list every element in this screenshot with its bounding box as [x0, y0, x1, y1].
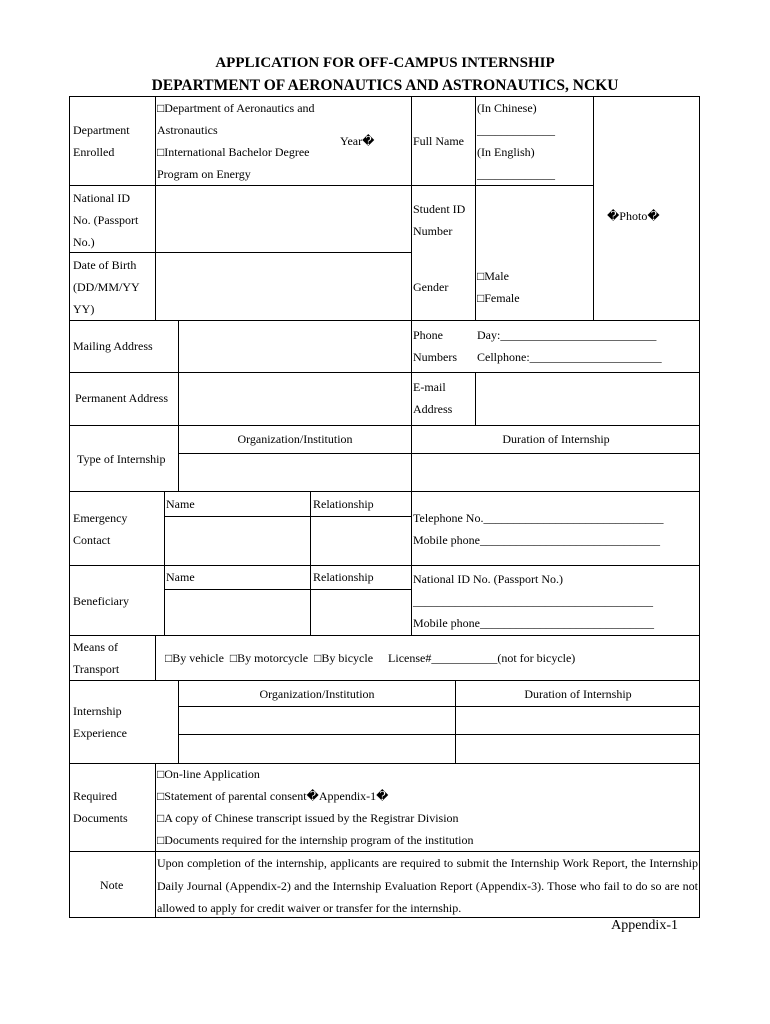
column-divider	[164, 491, 165, 635]
chinese-name-field[interactable]: _____________	[477, 123, 555, 137]
emergency-name-header: Name	[166, 497, 195, 511]
note-label: Note	[100, 878, 124, 892]
type-of-internship-label: Type of Internship	[77, 452, 166, 466]
email-label: E-mail Address	[413, 380, 453, 416]
permanent-address-label: Permanent Address	[75, 391, 168, 405]
beneficiary-mobile-field[interactable]: Mobile phone_____________________________	[413, 616, 654, 630]
beneficiary-relationship-header: Relationship	[313, 570, 374, 584]
cellphone-field[interactable]: Cellphone:______________________	[477, 350, 662, 364]
year-field[interactable]: Year�	[340, 134, 375, 148]
required-documents-list[interactable]	[157, 763, 474, 851]
experience-org-header: Organization/Institution	[259, 687, 375, 701]
row-divider	[69, 425, 700, 426]
department-option-aero[interactable]: □Department of Aeronautics and	[157, 101, 315, 115]
appendix-label: Appendix-1	[611, 918, 678, 933]
internship-org-header: Organization/Institution	[237, 432, 353, 446]
internship-experience-label: Internship Experience	[73, 704, 127, 740]
experience-duration-header: Duration of Internship	[524, 687, 632, 701]
english-name-field[interactable]: _____________	[477, 167, 555, 181]
emergency-relationship-header: Relationship	[313, 497, 374, 511]
column-divider	[310, 491, 311, 635]
phone-numbers-label: Phone Numbers	[413, 328, 457, 364]
document-checkbox[interactable]: □A copy of Chinese transcript issued by the Registrar Division	[157, 811, 459, 825]
column-divider	[155, 96, 156, 320]
emergency-mobile-field[interactable]: Mobile phone______________________________	[413, 533, 660, 547]
form-title: APPLICATION FOR OFF-CAMPUS INTERNSHIP	[215, 55, 555, 71]
gender-female-checkbox[interactable]: □Female	[477, 291, 520, 305]
column-divider	[178, 320, 179, 491]
emergency-contact-label: Emergency Contact	[73, 511, 128, 547]
column-divider	[475, 96, 476, 320]
document-checkbox[interactable]: □On-line Application	[157, 767, 260, 781]
row-divider	[178, 734, 700, 735]
row-divider	[69, 635, 700, 636]
transport-options[interactable]: □By vehicle □By motorcycle □By bicycle License#___________(not for bicycle)	[165, 651, 576, 665]
phone-fields[interactable]	[477, 324, 662, 368]
document-checkbox[interactable]: □Statement of parental consent�Appendix-1�	[157, 789, 389, 803]
column-divider	[593, 96, 594, 320]
required-documents-label: Required Documents	[73, 789, 128, 825]
column-divider	[475, 372, 476, 425]
beneficiary-national-id-field[interactable]: ________________________________________	[413, 594, 653, 608]
beneficiary-name-header: Name	[166, 570, 195, 584]
transport-label: Means of Transport	[73, 640, 120, 676]
day-phone-field[interactable]: Day:__________________________	[477, 328, 657, 342]
beneficiary-label: Beneficiary	[73, 594, 129, 608]
row-divider	[69, 185, 593, 186]
full-name-fields[interactable]: (In Chinese) _____________ (In English) _____________	[477, 97, 555, 185]
department-heading: DEPARTMENT OF AERONAUTICS AND ASTRONAUTICS, NCKU	[151, 77, 619, 94]
note-text: Upon completion of the internship, applicants are required to submit the Internship Work Report, the Internship Daily Journal (Appendix-2) and the Internship Evaluation Report (Appendix-3). Those who fail to do so are not allowed to apply for credit waiver or transfer for the internship.	[157, 856, 698, 915]
student-id-label: Student ID Number	[413, 202, 466, 238]
row-divider	[164, 589, 412, 590]
gender-male-checkbox[interactable]: □Male	[477, 269, 509, 283]
beneficiary-fields[interactable]: National ID No. (Passport No.) ________________________________________ Mobile phone_____________________________	[413, 568, 654, 634]
mailing-address-label: Mailing Address	[73, 339, 153, 353]
row-divider	[69, 320, 700, 321]
row-divider	[69, 372, 700, 373]
row-divider	[178, 453, 700, 454]
emergency-telephone-field[interactable]: Telephone No.______________________________	[413, 511, 664, 525]
department-enrolled-label: Department Enrolled	[73, 123, 130, 159]
column-divider	[411, 491, 412, 635]
department-option-ibdp[interactable]: □International Bachelor Degree	[157, 145, 310, 159]
emergency-phone-fields[interactable]	[413, 507, 663, 551]
row-divider	[178, 706, 700, 707]
full-name-label: Full Name	[413, 134, 464, 148]
gender-options[interactable]	[477, 265, 520, 309]
column-divider	[155, 635, 156, 680]
national-id-label: National ID No. (Passport No.)	[73, 191, 139, 249]
photo-box[interactable]: �Photo�	[607, 209, 660, 223]
internship-duration-header: Duration of Internship	[502, 432, 610, 446]
column-divider	[411, 96, 412, 425]
column-divider	[155, 763, 156, 918]
row-divider	[69, 680, 700, 681]
row-divider	[164, 516, 412, 517]
gender-label: Gender	[413, 280, 449, 294]
document-checkbox[interactable]: □Documents required for the internship program of the institution	[157, 833, 474, 847]
date-of-birth-label: Date of Birth (DD/MM/YY YY)	[73, 258, 140, 316]
department-options[interactable]: □Department of Aeronautics and Astronautics □International Bachelor Degree Program on Energy	[157, 97, 315, 185]
